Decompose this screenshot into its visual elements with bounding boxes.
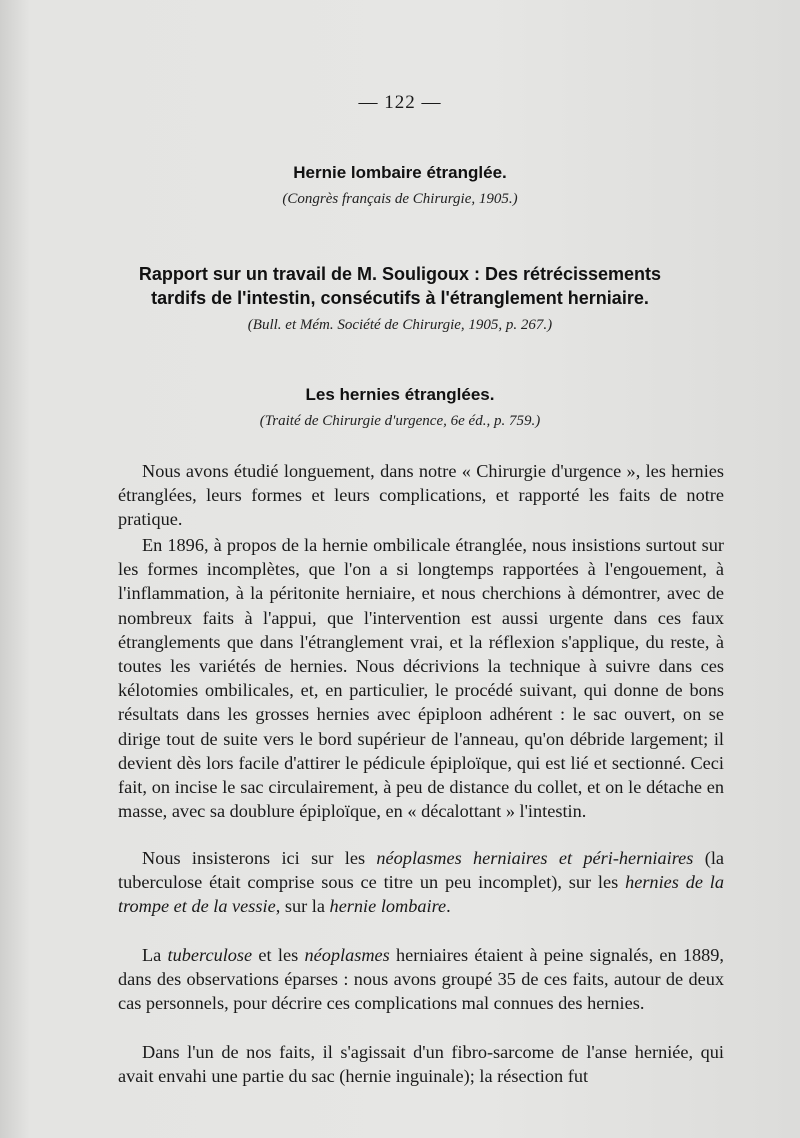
paragraph-4-text-3: herniaires étaient à peine signalés, en 1889, dans des observations éparses : nous avons groupé 35 de ces faits, autour de deux cas personnels, pour décrire ces complications mal connues des hernies. [118, 945, 724, 1014]
section-reference-bulletin: (Bull. et Mém. Société de Chirurgie, 1905, p. 267.) [247, 317, 553, 333]
paragraph-4-text-1: La [142, 945, 168, 965]
paragraph-3-text-4: . [446, 896, 451, 917]
paragraph-4-text-2: et les [252, 945, 305, 965]
section-title-rapport-line2: tardifs de l'intestin, consécutifs à l'étranglement herniaire. [151, 288, 649, 308]
paragraph-3-emphasis-2: hernies de la trompe et de la vessie [118, 872, 724, 917]
paragraph-3-text-3: , sur la [275, 896, 330, 917]
paragraph-3 [118, 846, 724, 919]
paragraph-1: Nous avons étudié longuement, dans notre « Chirurgie d'urgence », les hernies étranglées, leurs formes et leurs complications, et rapporté les faits de notre pratique. [118, 461, 724, 530]
section-title-rapport-line1: Rapport sur un travail de M. Souligoux : Des rétrécissements [138, 264, 662, 284]
paragraph-4-emphasis-2: néoplasmes [304, 945, 390, 965]
section-title-hernies-etranglees: Les hernies étranglées. [305, 385, 495, 404]
paragraph-3-text-2: (la tuberculose était comprise sous ce titre un peu incomplet), sur les [118, 848, 725, 893]
paragraph-4 [118, 943, 724, 1016]
section-reference-congres: (Congrès français de Chirurgie, 1905.) [282, 191, 518, 207]
paragraph-3-emphasis-3: hernie lombaire [329, 896, 447, 917]
paragraph-3-emphasis-1: néoplasmes herniaires et péri-herniaires [376, 848, 694, 868]
paragraph-2: En 1896, à propos de la hernie ombilicale étranglée, nous insistions surtout sur les formes incomplètes, que l'on a si longtemps rapportées à l'engouement, à l'inflammation, à la péritonite herniaire, et nous cherchions à démontrer, avec de nombreux faits à l'appui, que l'intervention est aussi urgente dans ces faux étranglements que dans l'étranglement vrai, et la réflexion s'applique, du reste, à toutes les variétés de hernies. Nous décrivions la technique à suivre dans ces kélotomies ombilicales, et, en particulier, le procédé suivant, qui donne de bons résultats dans les grosses hernies avec épiploon adhérent : le sac ouvert, on se dirige tout de suite vers le bord supérieur de l'anneau, qu'on débride largement; il devient dès lors facile d'attirer le pédicule épiploïque, qui est lié et sectionné. Ceci fait, on incise le sac circulairement, à peu de distance du collet, et on le détache en masse, avec sa doublure épiploïque, en « décalottant » l'intestin. [118, 535, 724, 822]
page-number: — 122 — [358, 92, 442, 113]
paragraph-5: Dans l'un de nos faits, il s'agissait d'un fibro-sarcome de l'anse herniée, qui avait envahi une partie du sac (hernie inguinale); la résection fut [118, 1042, 724, 1087]
paragraph-4-emphasis-1: tuberculose [167, 945, 253, 965]
paragraph-3-text-1: Nous insisterons ici sur les [142, 848, 377, 868]
section-title-hernie-lombaire: Hernie lombaire étranglée. [293, 163, 507, 182]
section-reference-traite: (Traité de Chirurgie d'urgence, 6e éd., p. 759.) [259, 413, 541, 429]
